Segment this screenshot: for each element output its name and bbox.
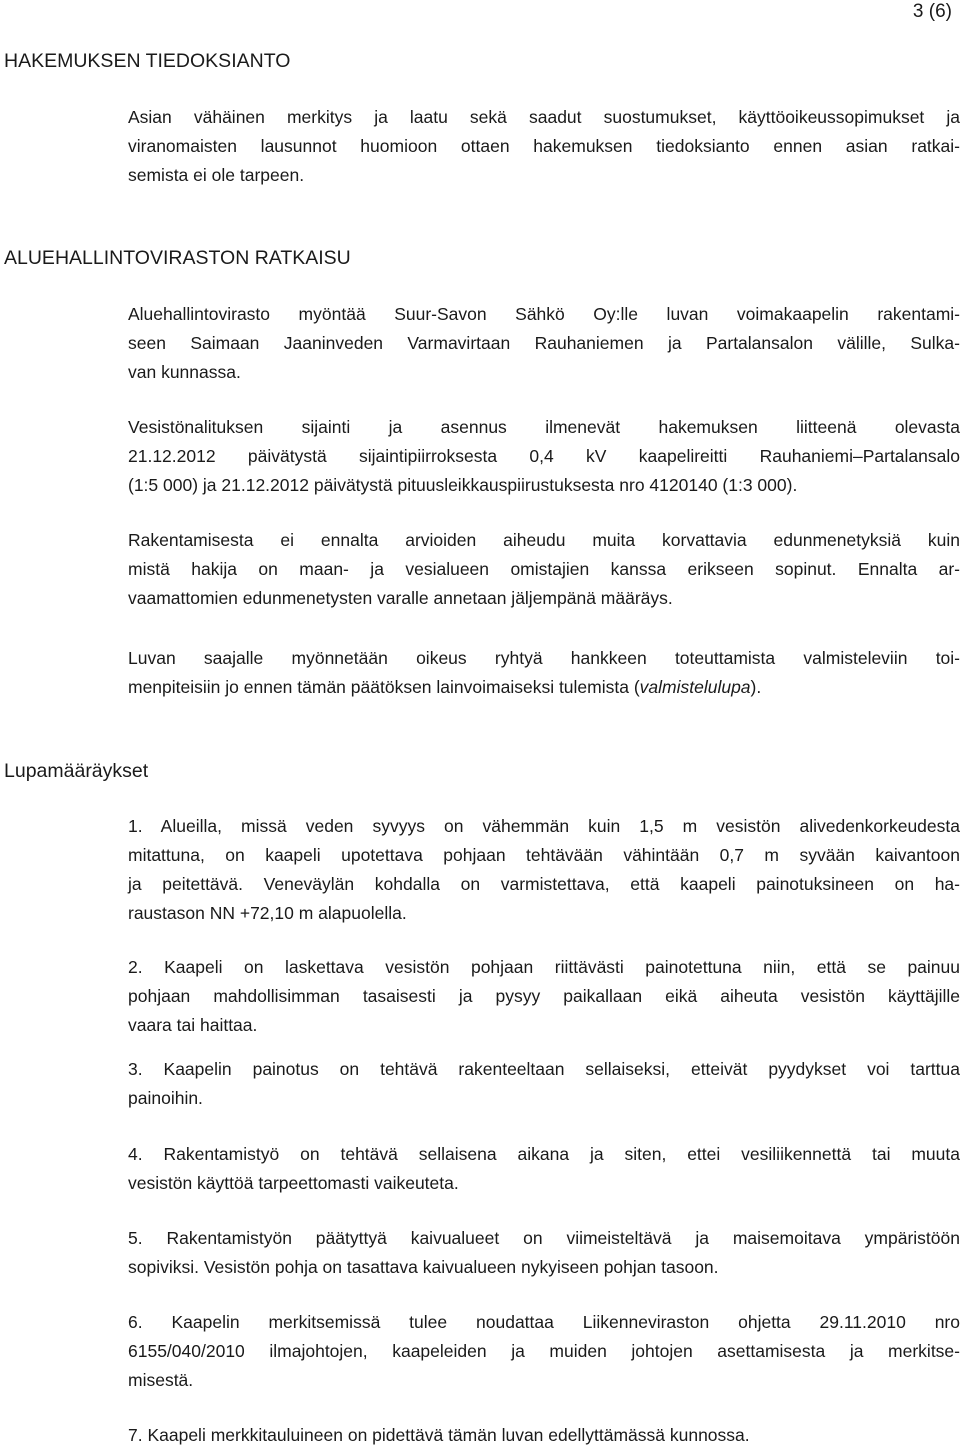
- paragraph-ratkaisu-1: [128, 300, 960, 387]
- text-line: ja peitettävä. Veneväylän kohdalla on varmistettava, että kaapeli painotuksineen on ha-: [128, 874, 960, 894]
- text-line: Luvan saajalle myönnetään oikeus ryhtyä hankkeen toteuttamista valmisteleviin toi-: [128, 648, 960, 668]
- text-line: 3. Kaapelin painotus on tehtävä rakenteeltaan sellaiseksi, etteivät pyydykset voi tarttua: [128, 1059, 960, 1079]
- text-line: 6155/040/2010 ilmajohtojen, kaapeleiden ja muiden johtojen asettamisesta ja merkitse-: [128, 1341, 960, 1361]
- condition-item-7: [128, 1421, 960, 1450]
- text-line: painoihin.: [128, 1088, 203, 1108]
- condition-item-6: [128, 1308, 960, 1395]
- text-line: mitattuna, on kaapeli upotettava pohjaan tehtävään vähintään 0,7 m syvään kaivantoon: [128, 845, 960, 865]
- text-line: viranomaisten lausunnot huomioon ottaen hakemuksen tiedoksianto ennen asian ratkai-: [128, 136, 960, 156]
- text-line: semista ei ole tarpeen.: [128, 165, 305, 185]
- text-line: 2. Kaapeli on laskettava vesistön pohjaan riittävästi painotettuna niin, että se painuu: [128, 957, 960, 977]
- text-line: Asian vähäinen merkitys ja laatu sekä saadut suostumukset, käyttöoikeussopimukset ja: [128, 107, 960, 127]
- text-line: sopiviksi. Vesistön pohja on tasattava kaivualueen nykyiseen pohjan tasoon.: [128, 1257, 719, 1277]
- condition-item-4: [128, 1140, 960, 1198]
- section-heading-ratkaisu: ALUEHALLINTOVIRASTON RATKAISU: [4, 247, 351, 269]
- text-line: 21.12.2012 päivätystä sijaintipiirroksesta 0,4 kV kaapelireitti Rauhaniemi–Partalansalo: [128, 446, 960, 466]
- section-heading-tiedoksianto: HAKEMUKSEN TIEDOKSIANTO: [4, 50, 291, 72]
- text-line: [128, 673, 960, 702]
- text-line: (1:5 000) ja 21.12.2012 päivätystä pituusleikkauspiirustuksesta nro 4120140 (1:3 000).: [128, 475, 798, 495]
- text-line: van kunnassa.: [128, 362, 241, 382]
- text-line: raustason NN +72,10 m alapuolella.: [128, 903, 407, 923]
- text-fragment: ).: [750, 677, 762, 697]
- condition-item-5: [128, 1224, 960, 1282]
- text-line: vaamattomien edunmenetysten varalle annetaan jäljempänä määräys.: [128, 588, 673, 608]
- condition-item-3: [128, 1055, 960, 1113]
- paragraph-ratkaisu-3: [128, 526, 960, 613]
- text-line: vesistön käyttöä tarpeettomasti vaikeuteta.: [128, 1173, 459, 1193]
- text-fragment: menpiteisiin jo ennen tämän päätöksen lainvoimaiseksi tulemista (: [128, 677, 640, 697]
- section-heading-lupamaaraykset: Lupamääräykset: [4, 760, 149, 782]
- text-line: Vesistönalituksen sijainti ja asennus ilmenevät hakemuksen liitteenä olevasta: [128, 417, 960, 437]
- paragraph-ratkaisu-2: [128, 413, 960, 500]
- text-line: pohjaan mahdollisimman tasaisesti ja pysyy paikallaan eikä aiheuta vesistön käyttäjille: [128, 986, 960, 1006]
- condition-item-1: [128, 812, 960, 928]
- text-line: 7. Kaapeli merkkitauluineen on pidettävä tämän luvan edellyttämässä kunnossa.: [128, 1425, 750, 1445]
- text-line: 4. Rakentamistyö on tehtävä sellaisena aikana ja siten, ettei vesiliikennettä tai muuta: [128, 1144, 960, 1164]
- text-line: Aluehallintovirasto myöntää Suur-Savon Sähkö Oy:lle luvan voimakaapelin rakentami-: [128, 304, 960, 324]
- paragraph-tiedoksianto: [128, 103, 960, 190]
- page-number: 3 (6): [912, 1, 952, 22]
- italic-term: valmistelulupa: [639, 677, 751, 697]
- text-line: Rakentamisesta ei ennalta arvioiden aiheudu muita korvattavia edunmenetyksiä kuin: [128, 530, 960, 550]
- text-line: mistä hakija on maan- ja vesialueen omistajien kanssa erikseen sopinut. Ennalta ar-: [128, 559, 960, 579]
- text-line: vaara tai haittaa.: [128, 1015, 258, 1035]
- condition-item-2: [128, 953, 960, 1040]
- paragraph-ratkaisu-4: [128, 644, 960, 702]
- text-line: 5. Rakentamistyön päätyttyä kaivualueet on viimeisteltävä ja maisemoitava ympäristöön: [128, 1228, 960, 1248]
- text-line: 6. Kaapelin merkitsemissä tulee noudattaa Liikenneviraston ohjetta 29.11.2010 nro: [128, 1312, 960, 1332]
- text-line: 1. Alueilla, missä veden syvyys on vähemmän kuin 1,5 m vesistön alivedenkorkeudesta: [128, 816, 960, 836]
- text-line: misestä.: [128, 1370, 194, 1390]
- text-line: seen Saimaan Jaaninveden Varmavirtaan Rauhaniemen ja Partalansalon välille, Sulka-: [128, 333, 960, 353]
